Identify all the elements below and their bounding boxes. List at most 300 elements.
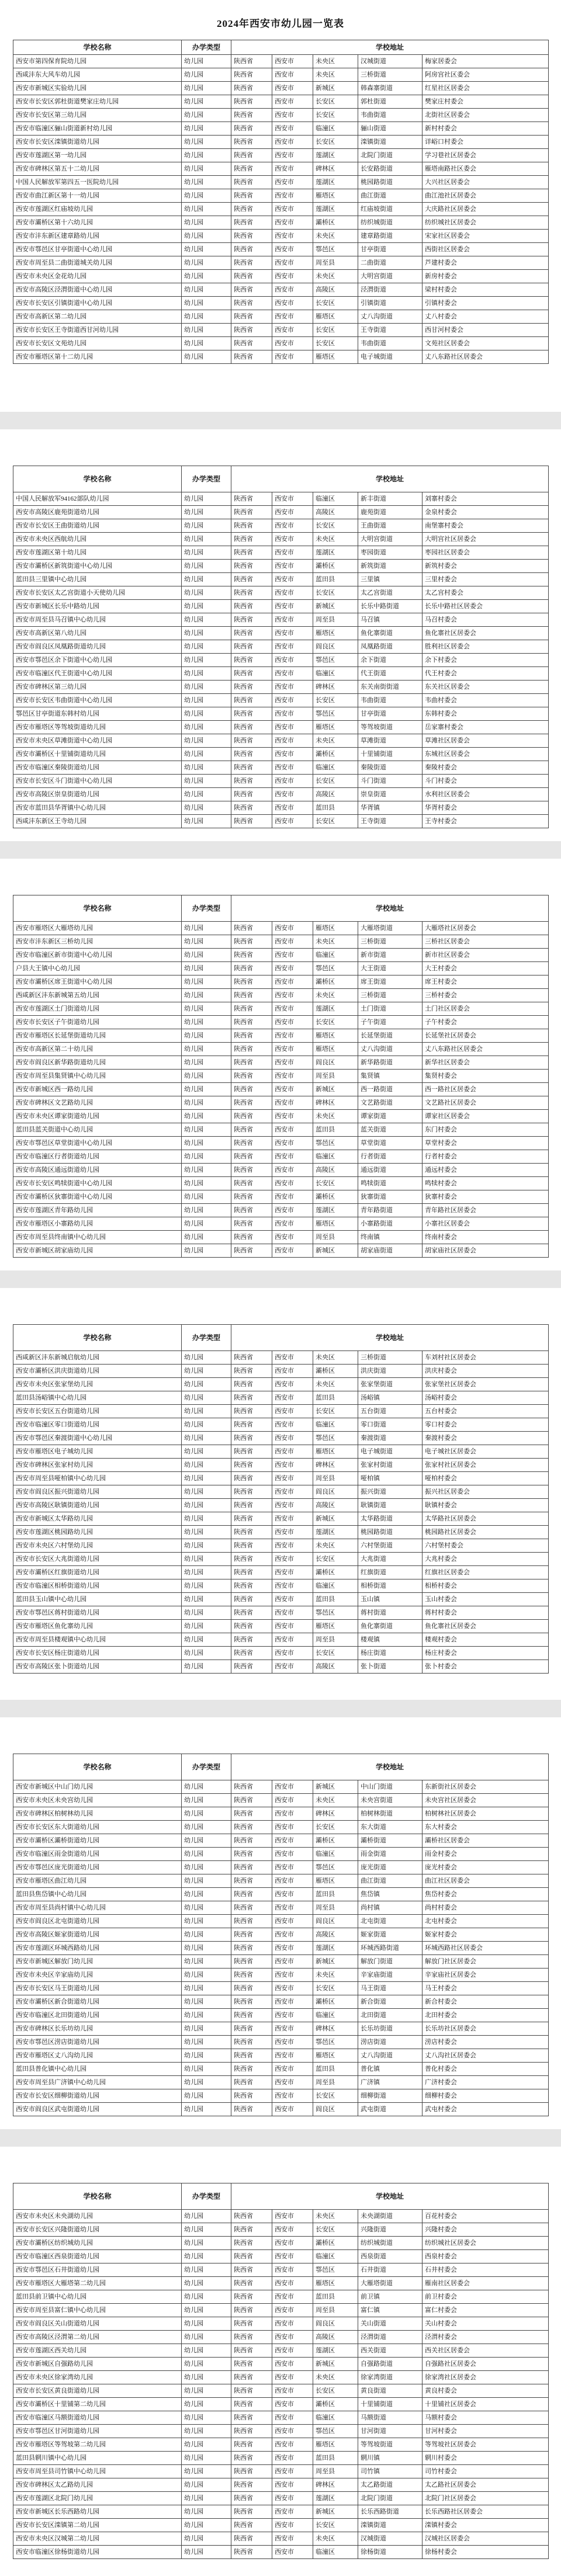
street-cell: 中山门街道 — [358, 1780, 423, 1794]
school-name-cell: 西安市未央区未央湖幼儿园 — [13, 2210, 182, 2223]
province-cell: 陕西省 — [231, 519, 272, 533]
district-cell: 新城区 — [313, 2505, 358, 2519]
province-cell: 陕西省 — [231, 761, 272, 775]
street-cell: 王寺街道 — [358, 324, 423, 337]
table-row — [13, 1391, 549, 1405]
city-cell: 西安市 — [272, 2465, 313, 2478]
province-cell: 陕西省 — [231, 1512, 272, 1526]
city-cell: 西安市 — [272, 815, 313, 828]
community-cell: 鸣犊村委会 — [423, 1177, 549, 1190]
city-cell: 西安市 — [272, 283, 313, 297]
district-cell: 阎良区 — [313, 2103, 358, 2116]
community-cell: 姬家村委会 — [423, 1928, 549, 1942]
table-row — [13, 2411, 549, 2425]
province-cell: 陕西省 — [231, 707, 272, 721]
school-type-cell: 幼儿园 — [182, 2384, 231, 2398]
community-cell: 曲江社区居委会 — [423, 1874, 549, 1888]
school-type-cell: 幼儿园 — [182, 546, 231, 560]
school-name-cell: 西安市长安区东大街道幼儿园 — [13, 1821, 182, 1834]
street-cell: 普化镇 — [358, 2063, 423, 2076]
school-type-cell: 幼儿园 — [182, 519, 231, 533]
province-cell: 陕西省 — [231, 1780, 272, 1794]
district-cell: 莲湖区 — [313, 1204, 358, 1217]
school-name-cell: 西安市碑林区太乙路幼儿园 — [13, 2478, 182, 2492]
province-cell: 陕西省 — [231, 2384, 272, 2398]
community-cell: 东门村委会 — [423, 1123, 549, 1137]
district-cell: 灞桥区 — [313, 1995, 358, 2009]
school-name-cell: 中国人民解放军第四五一医院幼儿园 — [13, 176, 182, 189]
street-cell: 泾渭街道 — [358, 2331, 423, 2344]
table-row — [13, 1351, 549, 1365]
table-row — [13, 2478, 549, 2492]
city-cell: 西安市 — [272, 1365, 313, 1378]
school-type-cell: 幼儿园 — [182, 761, 231, 775]
school-name-cell: 西安市长安区鸣犊街道中心幼儿园 — [13, 1177, 182, 1190]
table-row — [13, 1807, 549, 1821]
province-cell: 陕西省 — [231, 2532, 272, 2546]
community-cell: 纺织城社区居委会 — [423, 216, 549, 230]
street-cell: 长延堡街道 — [358, 1029, 423, 1043]
district-cell: 长安区 — [313, 519, 358, 533]
city-cell: 西安市 — [272, 1606, 313, 1620]
community-cell: 鱼化寨社区居委会 — [423, 627, 549, 640]
table-row — [13, 1861, 549, 1874]
province-cell: 陕西省 — [231, 694, 272, 707]
school-type-cell: 幼儿园 — [182, 1807, 231, 1821]
school-type-cell: 幼儿园 — [182, 775, 231, 788]
district-cell: 未央区 — [313, 230, 358, 243]
community-cell: 黄良村委会 — [423, 2384, 549, 2398]
table-row — [13, 1874, 549, 1888]
province-cell: 陕西省 — [231, 2304, 272, 2317]
school-type-cell: 幼儿园 — [182, 256, 231, 270]
city-cell: 西安市 — [272, 1405, 313, 1418]
province-cell: 陕西省 — [231, 748, 272, 761]
school-type-cell: 幼儿园 — [182, 2371, 231, 2384]
street-cell: 三桥街道 — [358, 989, 423, 1002]
community-cell: 新合村委会 — [423, 1995, 549, 2009]
province-cell: 陕西省 — [231, 1969, 272, 1982]
school-name-cell: 西安市莲湖区北院门幼儿园 — [13, 2492, 182, 2505]
school-type-cell: 幼儿园 — [182, 1821, 231, 1834]
school-name-cell: 西安市雁塔区丈八沟幼儿园 — [13, 2049, 182, 2063]
community-cell: 青年路社区居委会 — [423, 1204, 549, 1217]
community-cell: 北田村委会 — [423, 2009, 549, 2022]
school-name-cell: 西安市未央区西航幼儿园 — [13, 533, 182, 546]
school-name-cell: 西安市第四保育院幼儿园 — [13, 55, 182, 68]
city-cell: 西安市 — [272, 149, 313, 162]
school-type-cell: 幼儿园 — [182, 350, 231, 364]
community-cell: 桃园路社区居委会 — [423, 1526, 549, 1539]
street-cell: 二曲街道 — [358, 256, 423, 270]
province-cell: 陕西省 — [231, 1190, 272, 1204]
street-cell: 振兴街道 — [358, 1485, 423, 1499]
street-cell: 崇皇街道 — [358, 788, 423, 801]
province-cell: 陕西省 — [231, 1351, 272, 1365]
province-cell: 陕西省 — [231, 788, 272, 801]
school-name-cell: 西安市灞桥区新筑街道中心幼儿园 — [13, 560, 182, 573]
school-type-cell: 幼儿园 — [182, 337, 231, 350]
school-name-cell: 西安市长安区斗门街道中心幼儿园 — [13, 775, 182, 788]
street-cell: 大雁塔街道 — [358, 2277, 423, 2290]
province-cell: 陕西省 — [231, 1915, 272, 1928]
district-cell: 临潼区 — [313, 1418, 358, 1432]
city-cell: 西安市 — [272, 560, 313, 573]
school-name-cell: 西安市曲江新区第十一幼儿园 — [13, 189, 182, 203]
school-name-cell: 西安市未央区未央宫幼儿园 — [13, 1794, 182, 1807]
community-cell: 宋家社区居委会 — [423, 230, 549, 243]
street-cell: 纺织城街道 — [358, 216, 423, 230]
table-row — [13, 801, 549, 815]
community-cell: 丈八东路社区居委会 — [423, 350, 549, 364]
school-name-cell: 蓝田县蓝关街道中心幼儿园 — [13, 1123, 182, 1137]
province-cell: 陕西省 — [231, 1405, 272, 1418]
city-cell: 西安市 — [272, 1526, 313, 1539]
province-cell: 陕西省 — [231, 324, 272, 337]
district-cell: 长安区 — [313, 1553, 358, 1566]
school-type-cell: 幼儿园 — [182, 1539, 231, 1553]
table-row — [13, 586, 549, 600]
community-cell: 西街社区居委会 — [423, 243, 549, 256]
city-cell: 西安市 — [272, 1043, 313, 1056]
table-row — [13, 2263, 549, 2277]
table-row — [13, 654, 549, 667]
school-name-cell: 西安市长安区黄良街道幼儿园 — [13, 2384, 182, 2398]
street-cell: 零口街道 — [358, 1418, 423, 1432]
school-type-cell: 幼儿园 — [182, 949, 231, 962]
province-cell: 陕西省 — [231, 1794, 272, 1807]
school-type-cell: 幼儿园 — [182, 283, 231, 297]
street-cell: 韩森寨街道 — [358, 82, 423, 95]
district-cell: 鄠邑区 — [313, 654, 358, 667]
street-cell: 丈八沟街道 — [358, 1043, 423, 1056]
school-name-cell: 西安市长安区第三幼儿园 — [13, 109, 182, 122]
city-cell: 西安市 — [272, 573, 313, 586]
city-cell: 西安市 — [272, 1485, 313, 1499]
school-name-cell: 西安市长安区滦镇街道幼儿园 — [13, 136, 182, 149]
community-cell: 兴隆村委会 — [423, 2223, 549, 2237]
street-cell: 大雁塔街道 — [358, 922, 423, 935]
school-type-cell: 幼儿园 — [182, 1901, 231, 1915]
province-cell: 陕西省 — [231, 627, 272, 640]
district-cell: 未央区 — [313, 2532, 358, 2546]
table-row — [13, 149, 549, 162]
community-cell: 胡家庙社区居委会 — [423, 1244, 549, 1258]
province-cell: 陕西省 — [231, 492, 272, 506]
school-name-cell: 蓝田县焦岱镇中心幼儿园 — [13, 1888, 182, 1901]
city-cell: 西安市 — [272, 2277, 313, 2290]
school-type-cell: 幼儿园 — [182, 297, 231, 310]
school-type-cell: 幼儿园 — [182, 55, 231, 68]
page-separator — [0, 412, 561, 429]
community-cell: 百花村委会 — [423, 2210, 549, 2223]
street-cell: 骊山街道 — [358, 122, 423, 136]
community-cell: 终南村委会 — [423, 1231, 549, 1244]
city-cell: 西安市 — [272, 243, 313, 256]
city-cell: 西安市 — [272, 1016, 313, 1029]
province-cell: 陕西省 — [231, 1593, 272, 1606]
district-cell: 鄠邑区 — [313, 243, 358, 256]
school-name-cell: 西安市灞桥区狄寨街道中心幼儿园 — [13, 1190, 182, 1204]
table-row — [13, 1164, 549, 1177]
school-type-cell: 幼儿园 — [182, 2532, 231, 2546]
street-cell: 北院门街道 — [358, 2492, 423, 2505]
city-cell: 西安市 — [272, 55, 313, 68]
table-row — [13, 109, 549, 122]
school-type-cell: 幼儿园 — [182, 1123, 231, 1137]
table-row — [13, 2290, 549, 2304]
province-cell: 陕西省 — [231, 95, 272, 109]
school-name-cell: 蓝田县汤峪镇中心幼儿园 — [13, 1391, 182, 1405]
province-cell: 陕西省 — [231, 1499, 272, 1512]
street-cell: 马额街道 — [358, 2411, 423, 2425]
province-cell: 陕西省 — [231, 2492, 272, 2505]
district-cell: 新城区 — [313, 600, 358, 613]
school-type-cell: 幼儿园 — [182, 627, 231, 640]
province-cell: 陕西省 — [231, 1942, 272, 1955]
school-type-cell: 幼儿园 — [182, 2304, 231, 2317]
street-cell: 狄寨街道 — [358, 1190, 423, 1204]
street-cell: 灞桥街道 — [358, 1834, 423, 1848]
table-row — [13, 721, 549, 734]
school-type-cell: 幼儿园 — [182, 1070, 231, 1083]
city-cell: 西安市 — [272, 2103, 313, 2116]
community-cell: 汉城社区居委会 — [423, 2532, 549, 2546]
header-school-address: 学校地址 — [231, 40, 549, 55]
street-cell: 纺织城街道 — [358, 2237, 423, 2250]
table-row — [13, 1633, 549, 1647]
street-cell: 马召镇 — [358, 613, 423, 627]
city-cell: 西安市 — [272, 1982, 313, 1995]
community-cell: 太乙宫村委会 — [423, 586, 549, 600]
street-cell: 张卜街道 — [358, 1660, 423, 1674]
community-cell: 自强路社区居委会 — [423, 2358, 549, 2371]
province-cell: 陕西省 — [231, 1029, 272, 1043]
school-type-cell: 幼儿园 — [182, 1888, 231, 1901]
district-cell: 临潼区 — [313, 1150, 358, 1164]
table-row — [13, 1056, 549, 1070]
school-name-cell: 西安市临潼区骊山街道新村幼儿园 — [13, 122, 182, 136]
district-cell: 周至县 — [313, 2304, 358, 2317]
city-cell: 西安市 — [272, 109, 313, 122]
province-cell: 陕西省 — [231, 600, 272, 613]
city-cell: 西安市 — [272, 2505, 313, 2519]
table-header-row — [13, 466, 549, 492]
district-cell: 雁塔区 — [313, 1874, 358, 1888]
city-cell: 西安市 — [272, 1915, 313, 1928]
table-row — [13, 1660, 549, 1674]
district-cell: 雁塔区 — [313, 2438, 358, 2452]
street-cell: 张家堡街道 — [358, 1378, 423, 1391]
table-header-row — [13, 1325, 549, 1351]
city-cell: 西安市 — [272, 136, 313, 149]
district-cell: 未央区 — [313, 55, 358, 68]
school-name-cell: 西安市阎良区振兴街道幼儿园 — [13, 1485, 182, 1499]
district-cell: 灞桥区 — [313, 2237, 358, 2250]
table-row — [13, 1137, 549, 1150]
table-row — [13, 230, 549, 243]
school-name-cell: 西安市未央区金花幼儿园 — [13, 270, 182, 283]
district-cell: 碑林区 — [313, 1807, 358, 1821]
city-cell: 西安市 — [272, 2290, 313, 2304]
school-name-cell: 西安市鄠邑区秦渡街道中心幼儿园 — [13, 1432, 182, 1445]
school-name-cell: 西安市莲湖区环城西路幼儿园 — [13, 1942, 182, 1955]
school-name-cell: 西安市灞桥区纺织城幼儿园 — [13, 2237, 182, 2250]
school-name-cell: 西安市长安区文苑幼儿园 — [13, 337, 182, 350]
school-type-cell: 幼儿园 — [182, 136, 231, 149]
table-row — [13, 2344, 549, 2358]
community-cell: 辋川村委会 — [423, 2452, 549, 2465]
school-type-cell: 幼儿园 — [182, 2290, 231, 2304]
table-row — [13, 1647, 549, 1660]
district-cell: 雁塔区 — [313, 1445, 358, 1459]
school-type-cell: 幼儿园 — [182, 1660, 231, 1674]
community-cell: 富仁村委会 — [423, 2304, 549, 2317]
table-row — [13, 203, 549, 216]
table-row — [13, 1070, 549, 1083]
table-row — [13, 2210, 549, 2223]
table-row — [13, 560, 549, 573]
district-cell: 长安区 — [313, 2384, 358, 2398]
school-type-cell: 幼儿园 — [182, 600, 231, 613]
school-name-cell: 西安市未央区六村堡幼儿园 — [13, 1539, 182, 1553]
city-cell: 西安市 — [272, 270, 313, 283]
district-cell: 未央区 — [313, 1794, 358, 1807]
table-row — [13, 1365, 549, 1378]
table-body — [13, 2210, 549, 2559]
community-cell: 东关社区居委会 — [423, 681, 549, 694]
school-name-cell: 西安市雁塔区大雁塔幼儿园 — [13, 922, 182, 935]
street-cell: 未央宫街道 — [358, 1794, 423, 1807]
province-cell: 陕西省 — [231, 350, 272, 364]
school-type-cell: 幼儿园 — [182, 1056, 231, 1070]
city-cell: 西安市 — [272, 935, 313, 949]
school-name-cell: 西安市鄠邑区涝店街道幼儿园 — [13, 2036, 182, 2049]
school-name-cell: 西安市阎良区关山街道幼儿园 — [13, 2317, 182, 2331]
school-name-cell: 西安市碑林区柏树林幼儿园 — [13, 1807, 182, 1821]
district-cell: 灞桥区 — [313, 748, 358, 761]
school-name-cell: 西安市未央区汉城第二幼儿园 — [13, 2532, 182, 2546]
street-cell: 张家村街道 — [358, 1459, 423, 1472]
city-cell: 西安市 — [272, 949, 313, 962]
school-name-cell: 西安市高陵区张卜街道幼儿园 — [13, 1660, 182, 1674]
district-cell: 鄠邑区 — [313, 2263, 358, 2277]
school-type-cell: 幼儿园 — [182, 203, 231, 216]
street-cell: 大兆街道 — [358, 1553, 423, 1566]
street-cell: 柏树林街道 — [358, 1807, 423, 1821]
city-cell: 西安市 — [272, 1834, 313, 1848]
city-cell: 西安市 — [272, 2398, 313, 2411]
school-type-cell: 幼儿园 — [182, 1593, 231, 1606]
city-cell: 西安市 — [272, 1123, 313, 1137]
table-row — [13, 1539, 549, 1553]
city-cell: 西安市 — [272, 1056, 313, 1070]
community-cell: 席王村委会 — [423, 975, 549, 989]
table-row — [13, 2304, 549, 2317]
district-cell: 未央区 — [313, 1539, 358, 1553]
city-cell: 西安市 — [272, 1070, 313, 1083]
district-cell: 碑林区 — [313, 2022, 358, 2036]
province-cell: 陕西省 — [231, 1579, 272, 1593]
city-cell: 西安市 — [272, 2022, 313, 2036]
district-cell: 雁塔区 — [313, 922, 358, 935]
school-type-cell: 幼儿园 — [182, 1485, 231, 1499]
street-cell: 终南镇 — [358, 1231, 423, 1244]
kindergarten-table — [13, 1754, 549, 2116]
community-cell: 西关社区居委会 — [423, 2344, 549, 2358]
table-row — [13, 2022, 549, 2036]
table-row — [13, 815, 549, 828]
school-type-cell: 幼儿园 — [182, 1526, 231, 1539]
community-cell: 纺织城社区居委会 — [423, 2237, 549, 2250]
school-name-cell: 蓝田县三里镇中心幼儿园 — [13, 573, 182, 586]
community-cell: 太乙路社区居委会 — [423, 2478, 549, 2492]
city-cell: 西安市 — [272, 1780, 313, 1794]
city-cell: 西安市 — [272, 801, 313, 815]
table-row — [13, 2425, 549, 2438]
street-cell: 新合街道 — [358, 1995, 423, 2009]
city-cell: 西安市 — [272, 2519, 313, 2532]
header-school-type: 办学类型 — [182, 895, 231, 922]
school-name-cell: 西安市沣东新区建章路幼儿园 — [13, 230, 182, 243]
table-row — [13, 627, 549, 640]
table-row — [13, 1553, 549, 1566]
district-cell: 阎良区 — [313, 640, 358, 654]
header-school-address: 学校地址 — [231, 1325, 549, 1351]
district-cell: 未央区 — [313, 1969, 358, 1982]
school-type-cell: 幼儿园 — [182, 2277, 231, 2290]
city-cell: 西安市 — [272, 1110, 313, 1123]
page-3 — [0, 859, 561, 1270]
province-cell: 陕西省 — [231, 55, 272, 68]
street-cell: 席王街道 — [358, 975, 423, 989]
street-cell: 红旗街道 — [358, 1566, 423, 1579]
province-cell: 陕西省 — [231, 775, 272, 788]
community-cell: 新筑村委会 — [423, 560, 549, 573]
table-row — [13, 989, 549, 1002]
table-row — [13, 337, 549, 350]
community-cell: 三桥社区居委会 — [423, 935, 549, 949]
province-cell: 陕西省 — [231, 2317, 272, 2331]
community-cell: 解放门社区居委会 — [423, 1955, 549, 1969]
city-cell: 西安市 — [272, 1539, 313, 1553]
city-cell: 西安市 — [272, 627, 313, 640]
table-row — [13, 122, 549, 136]
school-name-cell: 西安市高陵区泾渭街道中心幼儿园 — [13, 283, 182, 297]
table-row — [13, 1579, 549, 1593]
street-cell: 汤峪镇 — [358, 1391, 423, 1405]
table-body — [13, 922, 549, 1258]
community-cell: 长乐坊社区居委会 — [423, 2022, 549, 2036]
school-type-cell: 幼儿园 — [182, 1002, 231, 1016]
school-type-cell: 幼儿园 — [182, 721, 231, 734]
school-type-cell: 幼儿园 — [182, 189, 231, 203]
school-name-cell: 西安市周至县终南镇中心幼儿园 — [13, 1231, 182, 1244]
city-cell: 西安市 — [272, 1190, 313, 1204]
school-type-cell: 幼儿园 — [182, 1190, 231, 1204]
city-cell: 西安市 — [272, 1807, 313, 1821]
school-type-cell: 幼儿园 — [182, 270, 231, 283]
table-row — [13, 681, 549, 694]
city-cell: 西安市 — [272, 1861, 313, 1874]
district-cell: 蓝田县 — [313, 573, 358, 586]
district-cell: 蓝田县 — [313, 801, 358, 815]
school-type-cell: 幼儿园 — [182, 667, 231, 681]
table-row — [13, 640, 549, 654]
city-cell: 西安市 — [272, 519, 313, 533]
community-cell: 细柳村委会 — [423, 2089, 549, 2103]
header-school-address: 学校地址 — [231, 466, 549, 492]
